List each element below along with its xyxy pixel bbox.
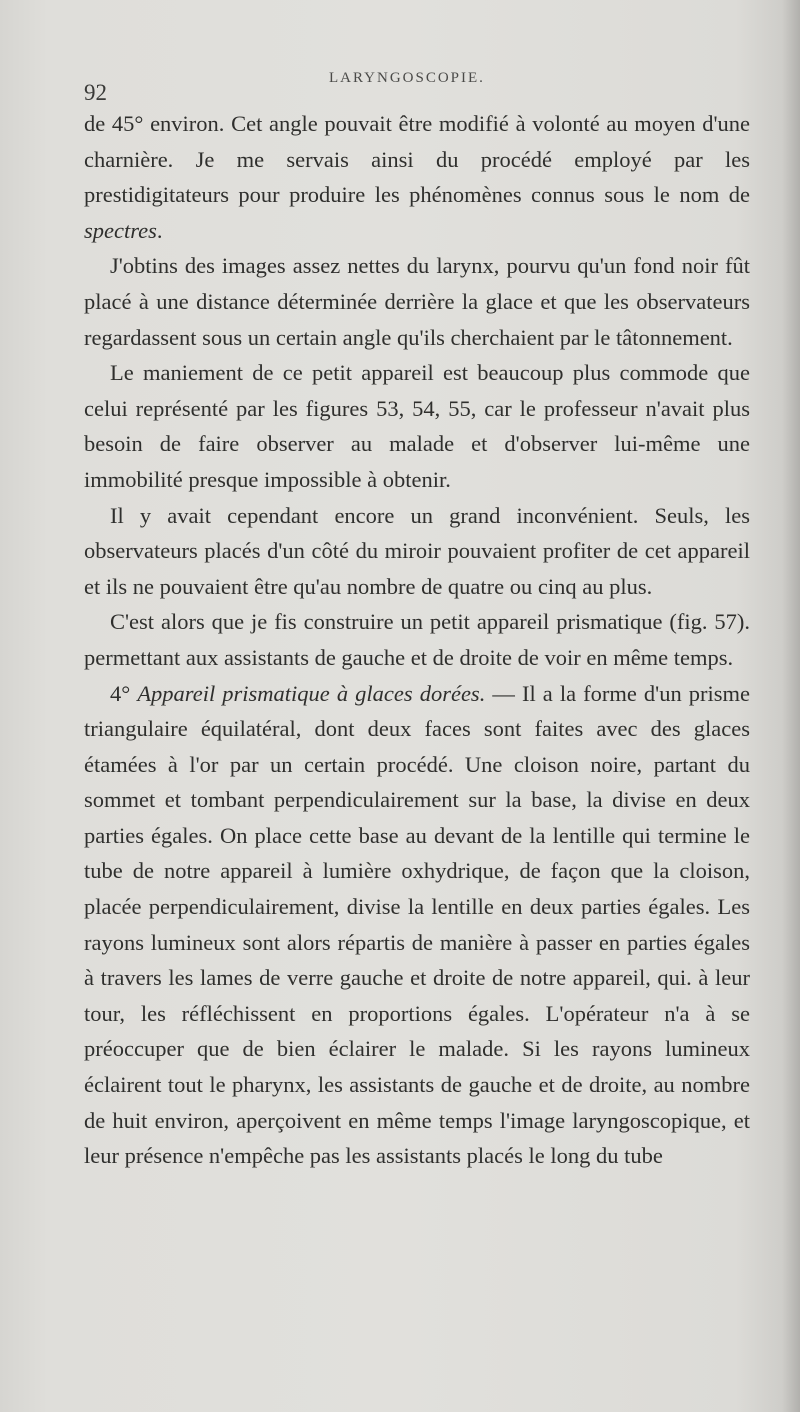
italic-term: spectres [84, 217, 157, 243]
page-number: 92 [84, 80, 107, 105]
section-paragraph: 4° Appareil prismatique à glaces dorées. — Il a la forme d'un prisme triangulaire équilatéral, dont deux faces sont faites avec des glaces étamées à l'or par un certain procédé. Une cloison noire, partant du sommet et tombant perpendiculairement sur la base, la divise en deux parties égales. On place cette base au devant de la lentille qui termine le tube de notre appareil à lumière oxhydrique, de façon que la cloison, placée perpendiculairement, divise la lentille en deux parties égales. Les rayons lumineux sont alors répartis de manière à passer en parties égales à travers les lames de verre gauche et droite de notre appareil, qui. à leur tour, les réfléchissent en proportions égales. L'opérateur n'a à se préoccuper que de bien éclairer le malade. Si les rayons lumineux éclairent tout le pharynx, les assistants de gauche et de droite, au nombre de huit environ, aperçoivent en même temps l'image laryngoscopique, et leur présence n'empêche pas les assistants placés le long du tube [84, 680, 751, 1169]
running-title: LARYNGOSCOPIE. [329, 70, 485, 86]
section-heading: Appareil prismatique à glaces dorées. [137, 680, 486, 706]
body-text [84, 106, 750, 1174]
paragraph: C'est alors que je fis construire un petit appareil prismatique (fig. 57). permettant aux assistants de gauche et de droite de voir en même temps. [84, 609, 750, 670]
paragraph-continuation: de 45° environ. Cet angle pouvait être modifié à volonté au moyen d'une charnière. Je me servais ainsi du procédé employé par les prestidigitateurs pour produire les phénomènes connus sous le nom de spectres. [84, 111, 750, 243]
paragraph: J'obtins des images assez nettes du larynx, pourvu qu'un fond noir fût placé à une distance déterminée derrière la glace et que les observateurs regardassent sous un certain angle qu'ils cherchaient par le tâtonnement. [84, 253, 750, 350]
running-head [84, 70, 744, 110]
paragraph: Le maniement de ce petit appareil est beaucoup plus commode que celui représenté par les figures 53, 54, 55, car le professeur n'avait plus besoin de faire observer au malade et d'observer lui-même une immobilité presque impossible à obtenir. [84, 360, 750, 492]
paragraph: Il y avait cependant encore un grand inconvénient. Seuls, les observateurs placés d'un côté du miroir pouvaient profiter de cet appareil et ils ne pouvaient être qu'au nombre de quatre ou cinq au plus. [84, 502, 750, 599]
page-edge-shadow [782, 0, 800, 1412]
